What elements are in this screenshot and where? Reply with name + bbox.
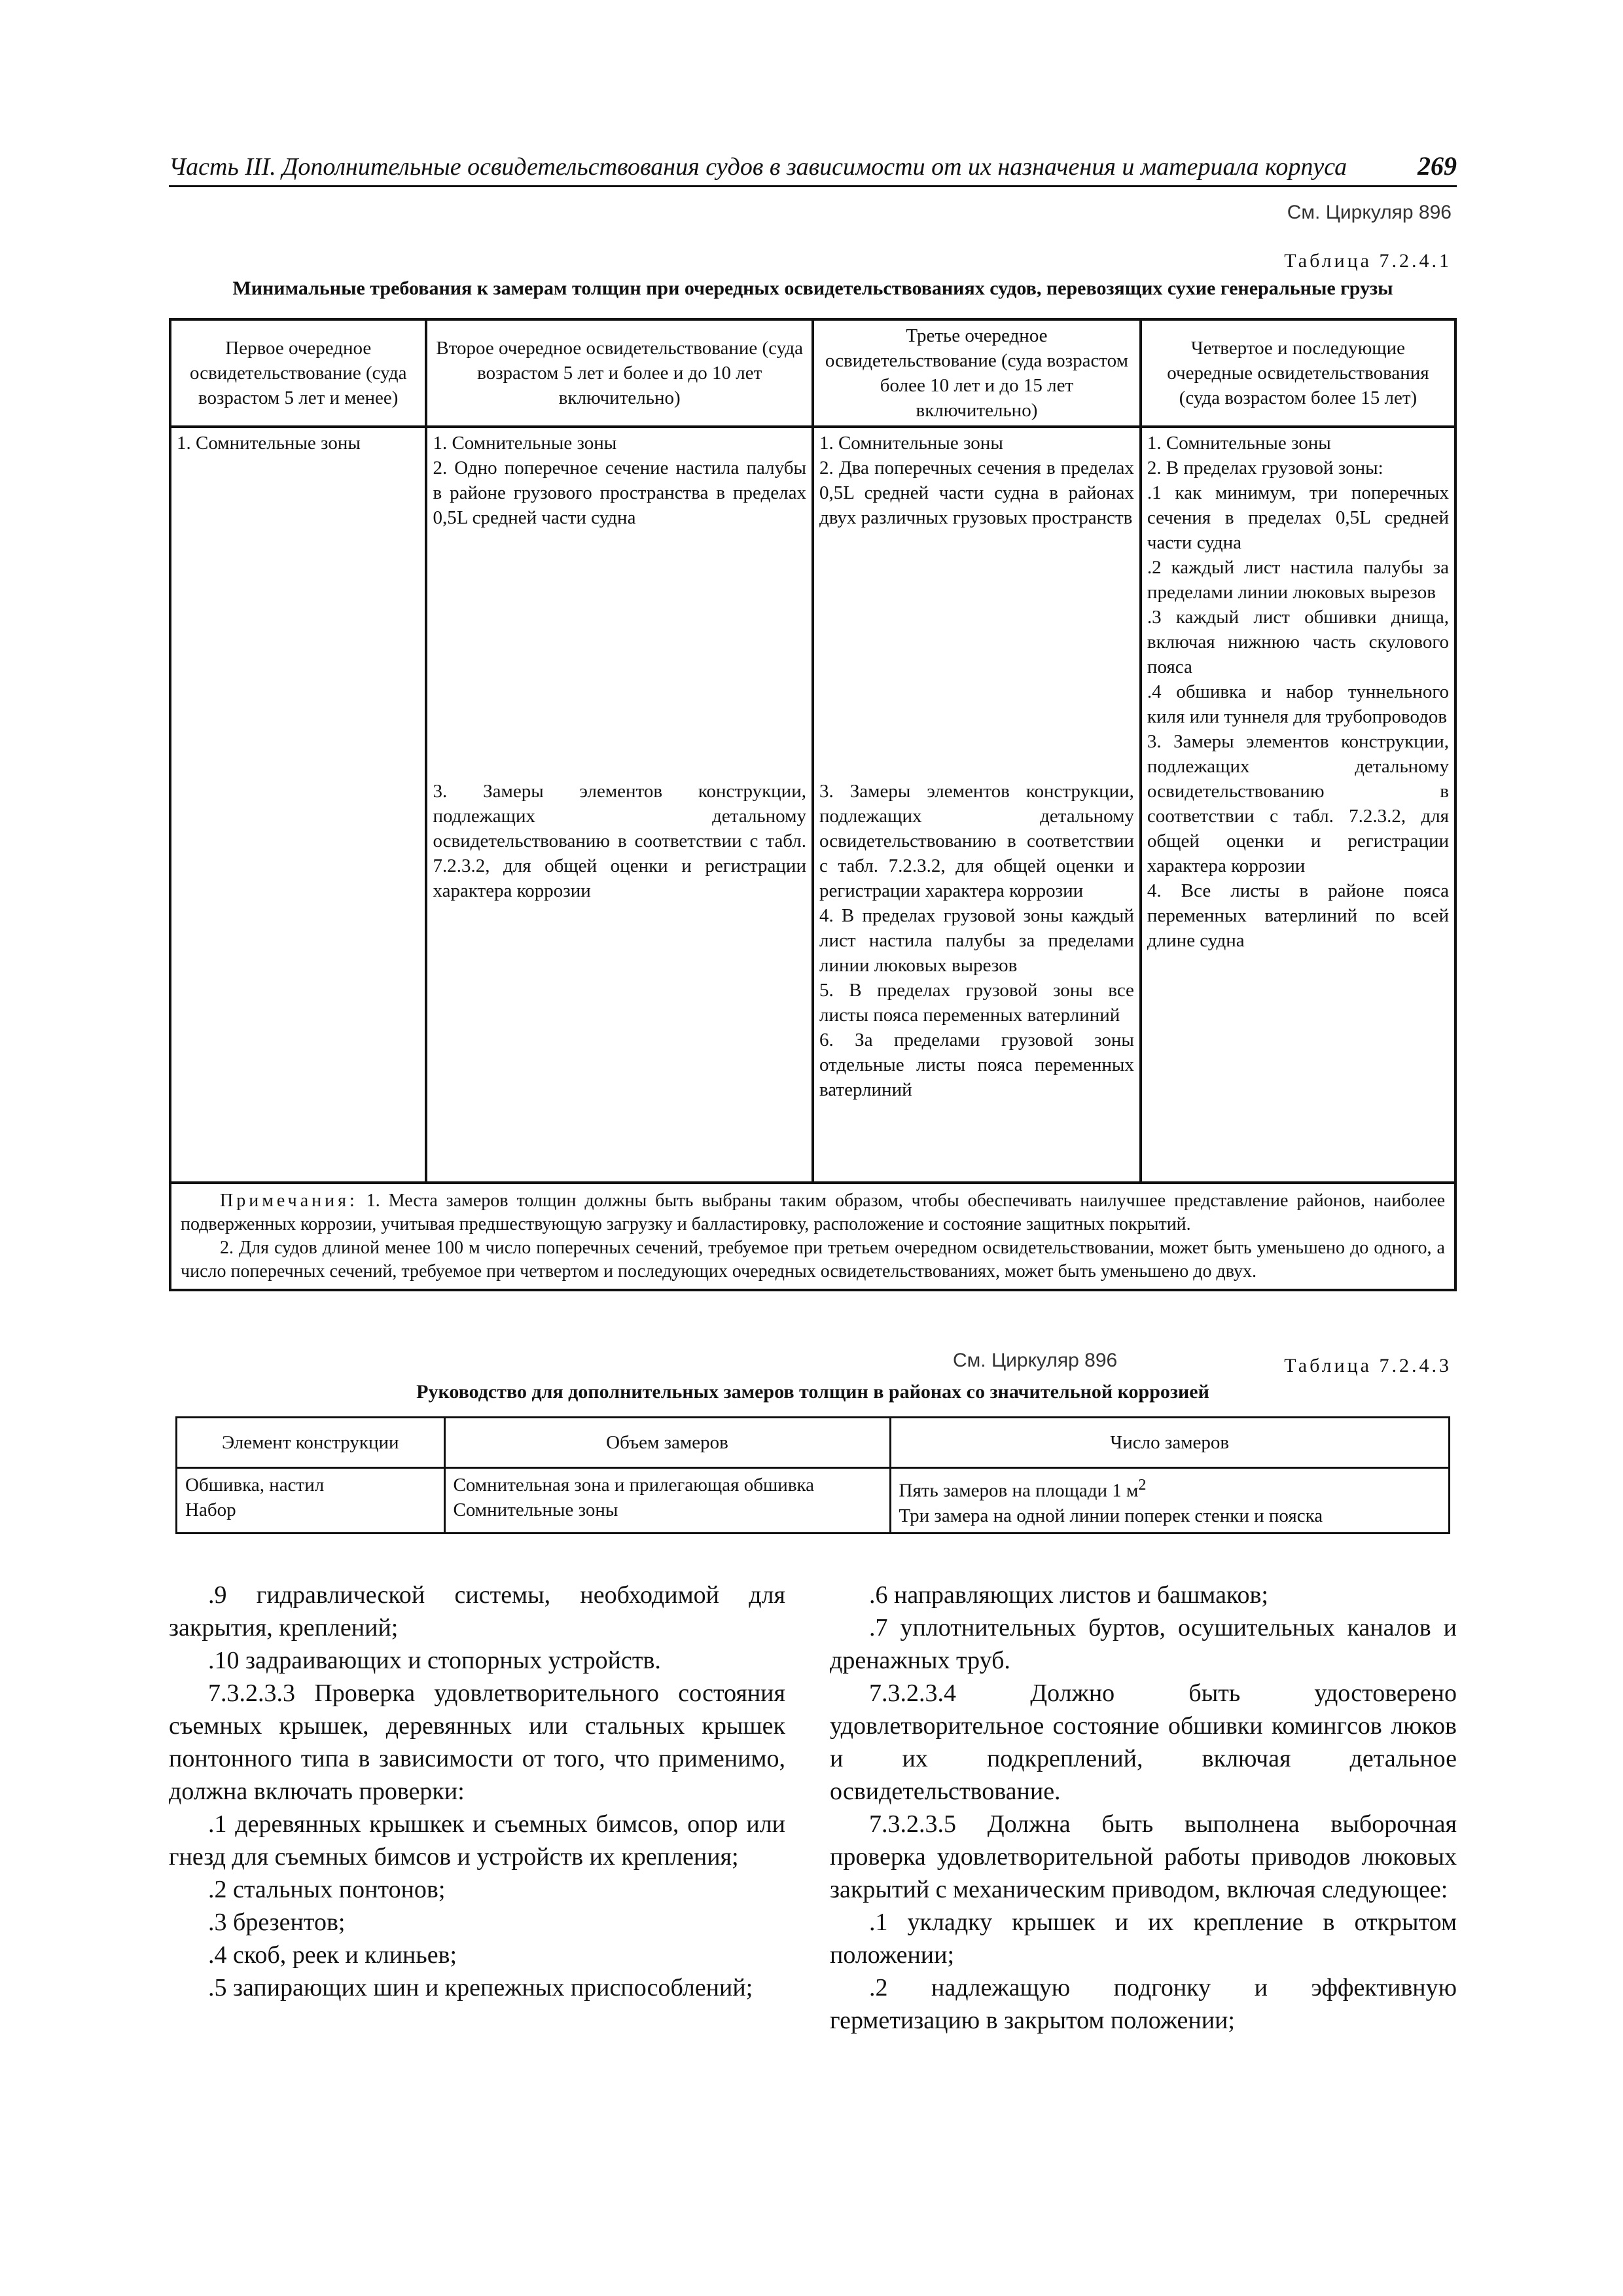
table2-cell bbox=[890, 1468, 1449, 1534]
paragraph: .9 гидравлической системы, необходимой для закрытия, креплений; bbox=[169, 1581, 785, 1641]
cell-line: Набор bbox=[185, 1499, 236, 1520]
table1-header-cell: Четвертое и последующие очередные освидетельствования (суда возрастом более 15 лет) bbox=[1141, 319, 1455, 427]
notes-label: Примечания: bbox=[220, 1191, 358, 1211]
table1-notes bbox=[170, 1183, 1455, 1290]
paragraph: .7 уплотнительных буртов, осушительных каналов и дренажных труб. bbox=[830, 1614, 1457, 1674]
table2-cell bbox=[444, 1468, 890, 1534]
paragraph: .2 надлежащую подгонку и эффективную герметизацию в закрытом положении; bbox=[830, 1974, 1457, 2034]
cell-item: 1. Сомнительные зоны bbox=[819, 433, 1003, 454]
cell-item: 4. Все листы в районе пояса переменных ватерлиний по всей длине судна bbox=[1147, 880, 1449, 951]
cell-line: Три замера на одной линии поперек стенки и пояска bbox=[899, 1505, 1323, 1526]
table1-notes-row bbox=[170, 1183, 1455, 1290]
paragraph: .4 скоб, реек и клиньев; bbox=[208, 1941, 457, 1969]
cell-item: 3. Замеры элементов конструкции, подлежащих детальному освидетельствованию в соответствии с табл. 7.2.3.2, для общей оценки и регистрации характера коррозии bbox=[819, 781, 1134, 901]
right-text-column bbox=[830, 1579, 1457, 2037]
cell-item: 1. Сомнительные зоны bbox=[433, 433, 617, 454]
cell-item: 3. Замеры элементов конструкции, подлежащих детальному освидетельствованию в соответствии с табл. 7.2.3.2, для общей оценки и регистрации характера коррозии bbox=[1147, 731, 1449, 876]
cell-item: 2. В пределах грузовой зоны: bbox=[1147, 457, 1383, 478]
table2-header-cell: Число замеров bbox=[890, 1418, 1449, 1468]
cell-line: Обшивка, настил bbox=[185, 1475, 325, 1496]
table2-header-cell: Элемент конструкции bbox=[177, 1418, 445, 1468]
table2-label: Таблица 7.2.4.3 bbox=[1284, 1355, 1452, 1376]
table1-header-cell: Третье очередное освидетельствование (суда возрастом более 10 лет и до 15 лет включительно) bbox=[813, 319, 1141, 427]
table2-caption: Руководство для дополнительных замеров толщин в районах со значительной коррозией bbox=[416, 1381, 1209, 1403]
table1-header-cell: Первое очередное освидетельствование (суда возрастом 5 лет и менее) bbox=[170, 319, 426, 427]
paragraph: .3 брезентов; bbox=[208, 1909, 346, 1936]
table2 bbox=[175, 1416, 1450, 1534]
paragraph: .5 запирающих шин и крепежных приспособлений; bbox=[208, 1974, 753, 2001]
paragraph: 7.3.2.3.4 Должно быть удостоверено удовлетворительное состояние обшивки комингсов люков и их подкреплений, включая детальное освидетельствование. bbox=[830, 1679, 1457, 1805]
cell-item: 2. Два поперечных сечения в пределах 0,5L средней части судна в районах двух различных грузовых пространств bbox=[819, 457, 1134, 528]
table1-label: Таблица 7.2.4.1 bbox=[1284, 250, 1452, 272]
header-title: Часть III. Дополнительные освидетельствования судов в зависимости от их назначения и материала корпуса bbox=[169, 153, 1347, 181]
cell-line: Сомнительная зона и прилегающая обшивка bbox=[453, 1475, 815, 1496]
cell-item: 1. Сомнительные зоны bbox=[177, 433, 361, 454]
table1 bbox=[169, 318, 1457, 1291]
table2-header-cell: Объем замеров bbox=[444, 1418, 890, 1468]
paragraph: 7.3.2.3.5 Должна быть выполнена выборочная проверка удовлетворительной работы приводов люковых закрытий с механическим приводом, включая следующее: bbox=[830, 1810, 1457, 1903]
table2-cell bbox=[177, 1468, 445, 1534]
circular-reference-1: См. Циркуляр 896 bbox=[1287, 202, 1452, 223]
note-2: 2. Для судов длиной менее 100 м число поперечных сечений, требуемое при третьем очередном освидетельствовании, может быть уменьшено до одного, а число поперечных сечений, требуемое при четвертом и последующих очередных освидетельствованиях, может быть уменьшено до двух. bbox=[181, 1238, 1445, 1282]
cell-item: 3. Замеры элементов конструкции, подлежащих детальному освидетельствованию в соответствии с табл. 7.2.3.2, для общей оценки и регистрации характера коррозии bbox=[433, 781, 806, 901]
cell-item: 5. В пределах грузовой зоны все листы пояса переменных ватерлиний bbox=[819, 980, 1134, 1026]
paragraph: .2 стальных понтонов; bbox=[208, 1876, 446, 1903]
cell-item: .4 обшивка и набор туннельного киля или туннеля для трубопроводов bbox=[1147, 681, 1449, 727]
table1-header-row bbox=[170, 319, 1455, 427]
table1-cell-col1 bbox=[170, 427, 426, 1183]
table1-cell-col2 bbox=[426, 427, 813, 1183]
superscript: 2 bbox=[1138, 1476, 1147, 1494]
cell-line: Сомнительные зоны bbox=[453, 1499, 618, 1520]
paragraph: .1 укладку крышек и их крепление в открытом положении; bbox=[830, 1909, 1457, 1969]
cell-item: 4. В пределах грузовой зоны каждый лист настила палубы за пределами линии люковых вырезов bbox=[819, 905, 1134, 976]
circular-reference-2: См. Циркуляр 896 bbox=[953, 1350, 1118, 1371]
table2-header-row bbox=[177, 1418, 1450, 1468]
cell-item: .3 каждый лист обшивки днища, включая нижнюю часть скулового пояса bbox=[1147, 607, 1449, 677]
paragraph: .10 задраивающих и стопорных устройств. bbox=[208, 1647, 661, 1674]
left-text-column bbox=[169, 1579, 785, 2004]
cell-item: 6. За пределами грузовой зоны отдельные листы пояса переменных ватерлиний bbox=[819, 1030, 1134, 1100]
note-1: 1. Места замеров толщин должны быть выбраны таким образом, чтобы обеспечивать наилучшее представление районов, наиболее подверженных коррозии, учитывая предшествующую загрузку и балластировку, расположение и состояние защитных покрытий. bbox=[181, 1191, 1446, 1234]
cell-item: .2 каждый лист настила палубы за пределами линии люковых вырезов bbox=[1147, 557, 1449, 603]
cell-text: Пять замеров на площади 1 м bbox=[899, 1480, 1139, 1501]
table1-body-row bbox=[170, 427, 1455, 1183]
table1-cell-col3 bbox=[813, 427, 1141, 1183]
table1-caption: Минимальные требования к замерам толщин при очередных освидетельствованиях судов, перевозящих сухие генеральные грузы bbox=[232, 278, 1393, 299]
cell-item: .1 как минимум, три поперечных сечения в пределах 0,5L средней части судна bbox=[1147, 482, 1449, 553]
cell-item: 2. Одно поперечное сечение настила палубы в районе грузового пространства в пределах 0,5L средней части судна bbox=[433, 457, 806, 528]
page-number: 269 bbox=[1418, 151, 1457, 181]
running-header bbox=[169, 151, 1457, 187]
paragraph: 7.3.2.3.3 Проверка удовлетворительного состояния съемных крышек, деревянных или стальных крышек понтонного типа в зависимости от того, что применимо, должна включать проверки: bbox=[169, 1679, 785, 1805]
table2-row bbox=[177, 1468, 1450, 1534]
paragraph: .1 деревянных крышкек и съемных бимсов, опор или гнезд для съемных бимсов и устройств их крепления; bbox=[169, 1810, 785, 1871]
cell-line bbox=[899, 1473, 1440, 1503]
paragraph: .6 направляющих листов и башмаков; bbox=[869, 1581, 1268, 1609]
table1-header-cell: Второе очередное освидетельствование (суда возрастом 5 лет и более и до 10 лет включительно) bbox=[426, 319, 813, 427]
table1-cell-col4 bbox=[1141, 427, 1455, 1183]
cell-item: 1. Сомнительные зоны bbox=[1147, 433, 1331, 454]
